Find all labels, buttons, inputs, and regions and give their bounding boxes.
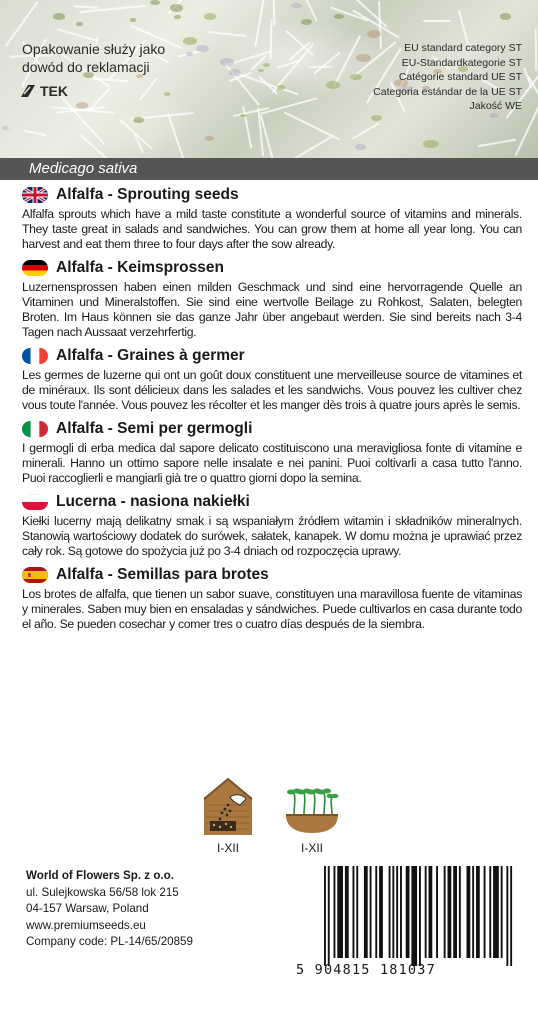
sprout-strand	[254, 0, 268, 46]
barcode-digits: 5 904815 181037	[296, 962, 436, 978]
section-title	[22, 564, 522, 586]
barcode-bar	[506, 866, 508, 966]
france-flag-icon	[22, 348, 48, 364]
barcode-bar	[353, 866, 355, 958]
sprout-strand	[224, 62, 260, 105]
barcode-bar	[379, 866, 383, 958]
harvest-info	[284, 775, 340, 855]
section-text: Los brotes de alfalfa, que tienen un sabor suave, constituyen una maravillosa fuente de vitaminas y minerales. Saben muy bien en ensaladas y sándwiches. Puede cultivarlos en casa durante todo el año. Se pueden cosechar y comer tres o cuatro días después de la siembra.	[22, 587, 522, 631]
sprout-leaf	[183, 37, 198, 45]
barcode-bar	[364, 866, 368, 958]
barcode-bar	[425, 866, 427, 958]
complaint-line-1: Opakowanie służy jako	[22, 41, 166, 57]
sprout-leaf	[356, 54, 371, 62]
tek-logo	[20, 83, 68, 99]
sprout-leaf	[220, 58, 235, 66]
sprout-leaf	[423, 140, 439, 149]
complaint-line-2: dowód do reklamacji	[22, 59, 150, 75]
sprout-leaf	[371, 115, 381, 121]
sprout-leaf	[263, 63, 270, 67]
company-info	[26, 868, 193, 951]
sprout-leaf	[489, 113, 499, 118]
sowing-period: I-XII	[216, 841, 239, 855]
section-title-text: Alfalfa - Graines à germer	[56, 347, 245, 364]
header-photo	[0, 0, 538, 158]
section-text: Les germes de luzerne qui ont un goût doux constituent une merveilleuse source de vitamines et de minéraux. Ils sont délicieux dans les salades et les sandwichs. Vous pouvez les cultiver chez vous toute l'année. Vous pouvez les récolter et les manger dès trois à quatre jours après le semis.	[22, 368, 522, 412]
barcode-bar	[453, 866, 457, 958]
barcode-bar	[324, 866, 326, 966]
barcode-bar	[419, 866, 421, 966]
sprout-leaf	[133, 117, 144, 123]
barcode-bar	[392, 866, 394, 958]
sprout-strand	[74, 5, 98, 9]
barcode-bar	[436, 866, 438, 958]
section-text: I germogli di erba medica dal sapore delicato costituiscono una meravigliosa fonte di vitamine e minerali. Hanno un ottimo sapore nelle insalate e nei panini. Puoi coltivarli a casa tutto l'anno. Puoi raccoglierli e mangiarli già tre o quattro giorni dopo la semina.	[22, 441, 522, 485]
barcode-bar	[493, 866, 499, 958]
sprout-leaf	[334, 14, 343, 19]
sprout-strand	[288, 135, 334, 158]
barcode-bar	[472, 866, 474, 958]
barcode-bar	[328, 866, 330, 966]
sprout-strand	[207, 31, 247, 37]
barcode-bar	[337, 866, 343, 958]
sprout-strand	[423, 20, 451, 22]
italy-flag-icon	[22, 421, 48, 437]
sprout-leaf	[150, 0, 160, 5]
company-street: ul. Sulejkowska 56/58 lok 215	[26, 885, 179, 899]
company-website: www.premiumseeds.eu	[26, 918, 146, 932]
sprout-strand	[313, 51, 341, 74]
section-fr	[22, 345, 522, 413]
barcode-bar	[356, 866, 358, 958]
barcode-bar	[510, 866, 512, 966]
section-it	[22, 418, 522, 486]
harvest-period: I-XII	[300, 841, 323, 855]
latin-name: Medicago sativa	[29, 160, 138, 177]
standards-list	[373, 41, 522, 114]
section-title	[22, 418, 522, 440]
sprout-leaf	[350, 74, 362, 81]
sprout-leaf	[196, 45, 208, 52]
sprout-leaf	[500, 13, 511, 19]
sowing-info	[200, 775, 256, 855]
section-title	[22, 345, 522, 367]
barcode-bar	[400, 866, 402, 958]
section-text: Alfalfa sprouts which have a mild taste constitute a wonderful source of vitamins and minerals. They taste great in salads and sandwiches. You can grow them at home all year long. You can harvest and eat them three to four days after the sow already.	[22, 207, 522, 251]
sprout-leaf	[291, 3, 301, 9]
section-de	[22, 257, 522, 340]
standard-line: Categoria estándar de la UE ST	[373, 85, 522, 98]
tek-label: TEK	[40, 83, 68, 99]
latin-name-bar	[0, 158, 538, 180]
barcode-bar	[370, 866, 372, 958]
sprout-leaf	[277, 85, 285, 90]
sprout-strand	[300, 0, 317, 21]
germany-flag-icon	[22, 260, 48, 276]
sprout-strand	[535, 29, 538, 71]
sprout-leaf	[53, 13, 65, 20]
barcode-bar	[501, 866, 503, 958]
standard-line: Jakość WE	[469, 100, 522, 112]
barcode-bar	[375, 866, 377, 958]
sprout-leaf	[186, 52, 193, 56]
sprout-leaf	[205, 136, 214, 141]
company-code: Company code: PL-14/65/20859	[26, 935, 193, 948]
sprout-strand	[92, 78, 128, 82]
barcode	[322, 866, 518, 968]
section-en	[22, 184, 522, 252]
company-name: World of Flowers Sp. z o.o.	[26, 869, 174, 882]
barcode-bar	[489, 866, 491, 958]
sprout-leaf	[164, 92, 170, 95]
sprout-leaf	[2, 126, 10, 130]
section-title	[22, 257, 522, 279]
sprout-strand	[477, 139, 516, 148]
standard-line: EU standard category ST	[404, 42, 522, 54]
sprout-strand	[167, 113, 185, 158]
section-text: Kiełki lucerny mają delikatny smak i są wspaniałym źródłem witamin i składników mineralnych. Stanowią wartościowy dodatek do surówek, sałatek, kanapek. W domu można je uprawiać przez cały rok. Są gotowe do spożycia już po 3-4 dniach od rozpoczęcia uprawy.	[22, 514, 522, 558]
descriptions	[22, 184, 522, 637]
sprout-strand	[351, 123, 379, 141]
barcode-bar	[411, 866, 417, 966]
barcode-bar	[484, 866, 486, 958]
sprout-leaf	[76, 22, 83, 26]
sprout-leaf	[229, 69, 241, 76]
sprout-strand	[139, 78, 157, 100]
standard-line: Catégorie standard UE ST	[398, 71, 522, 83]
spain-flag-icon	[22, 567, 48, 583]
section-title	[22, 491, 522, 513]
barcode-bar	[448, 866, 452, 958]
barcode-bar	[345, 866, 349, 958]
section-title-text: Alfalfa - Semillas para brotes	[56, 566, 269, 583]
complaint-note	[22, 40, 165, 76]
standard-line: EU-Standardkategorie ST	[401, 56, 522, 69]
section-es	[22, 564, 522, 632]
indoor-sowing-icon	[200, 775, 256, 837]
section-title-text: Alfalfa - Keimsprossen	[56, 259, 224, 276]
sprout-leaf	[258, 69, 264, 72]
barcode-bar	[334, 866, 336, 958]
barcode-bar	[406, 866, 410, 958]
barcode-bar	[444, 866, 446, 958]
sprout-leaf	[301, 19, 313, 25]
barcode-bar	[467, 866, 471, 958]
sprout-leaf	[130, 18, 136, 21]
sprout-strand	[23, 130, 47, 137]
section-title	[22, 184, 522, 206]
sprout-leaf	[174, 15, 181, 19]
leaf-icon	[20, 84, 36, 98]
section-title-text: Alfalfa - Semi per germogli	[56, 420, 253, 437]
sprout-leaf	[355, 144, 365, 150]
poland-flag-icon	[22, 494, 48, 510]
section-title-text: Alfalfa - Sprouting seeds	[56, 186, 239, 203]
sprout-leaf	[367, 30, 381, 38]
barcode-bar	[429, 866, 433, 958]
section-text: Luzernensprossen haben einen milden Geschmack und sind eine hervorragende Quelle an Vitaminen und Mineralstoffen. Sie sind eine wertvolle Beilage zu Rohkost, Salaten, belegten Broten. Im Haus können sie das ganze Jahr über angebaut werden. Sie sind bereits nach 3-4 Tagen nach Aussaat verzehrfertig.	[22, 280, 522, 339]
sprout-leaf	[170, 4, 183, 11]
section-pl	[22, 491, 522, 559]
barcode-bar	[459, 866, 461, 958]
company-city: 04-157 Warsaw, Poland	[26, 902, 149, 915]
section-title-text: Lucerna - nasiona nakiełki	[56, 493, 250, 510]
barcode-bar	[476, 866, 480, 958]
barcode-bar	[389, 866, 391, 958]
uk-flag-icon	[22, 187, 48, 203]
sprouts-bowl-icon	[284, 775, 340, 837]
sprout-leaf	[76, 102, 88, 109]
barcode-bar	[396, 866, 398, 958]
sprout-leaf	[204, 13, 216, 20]
sprout-leaf	[326, 81, 340, 89]
